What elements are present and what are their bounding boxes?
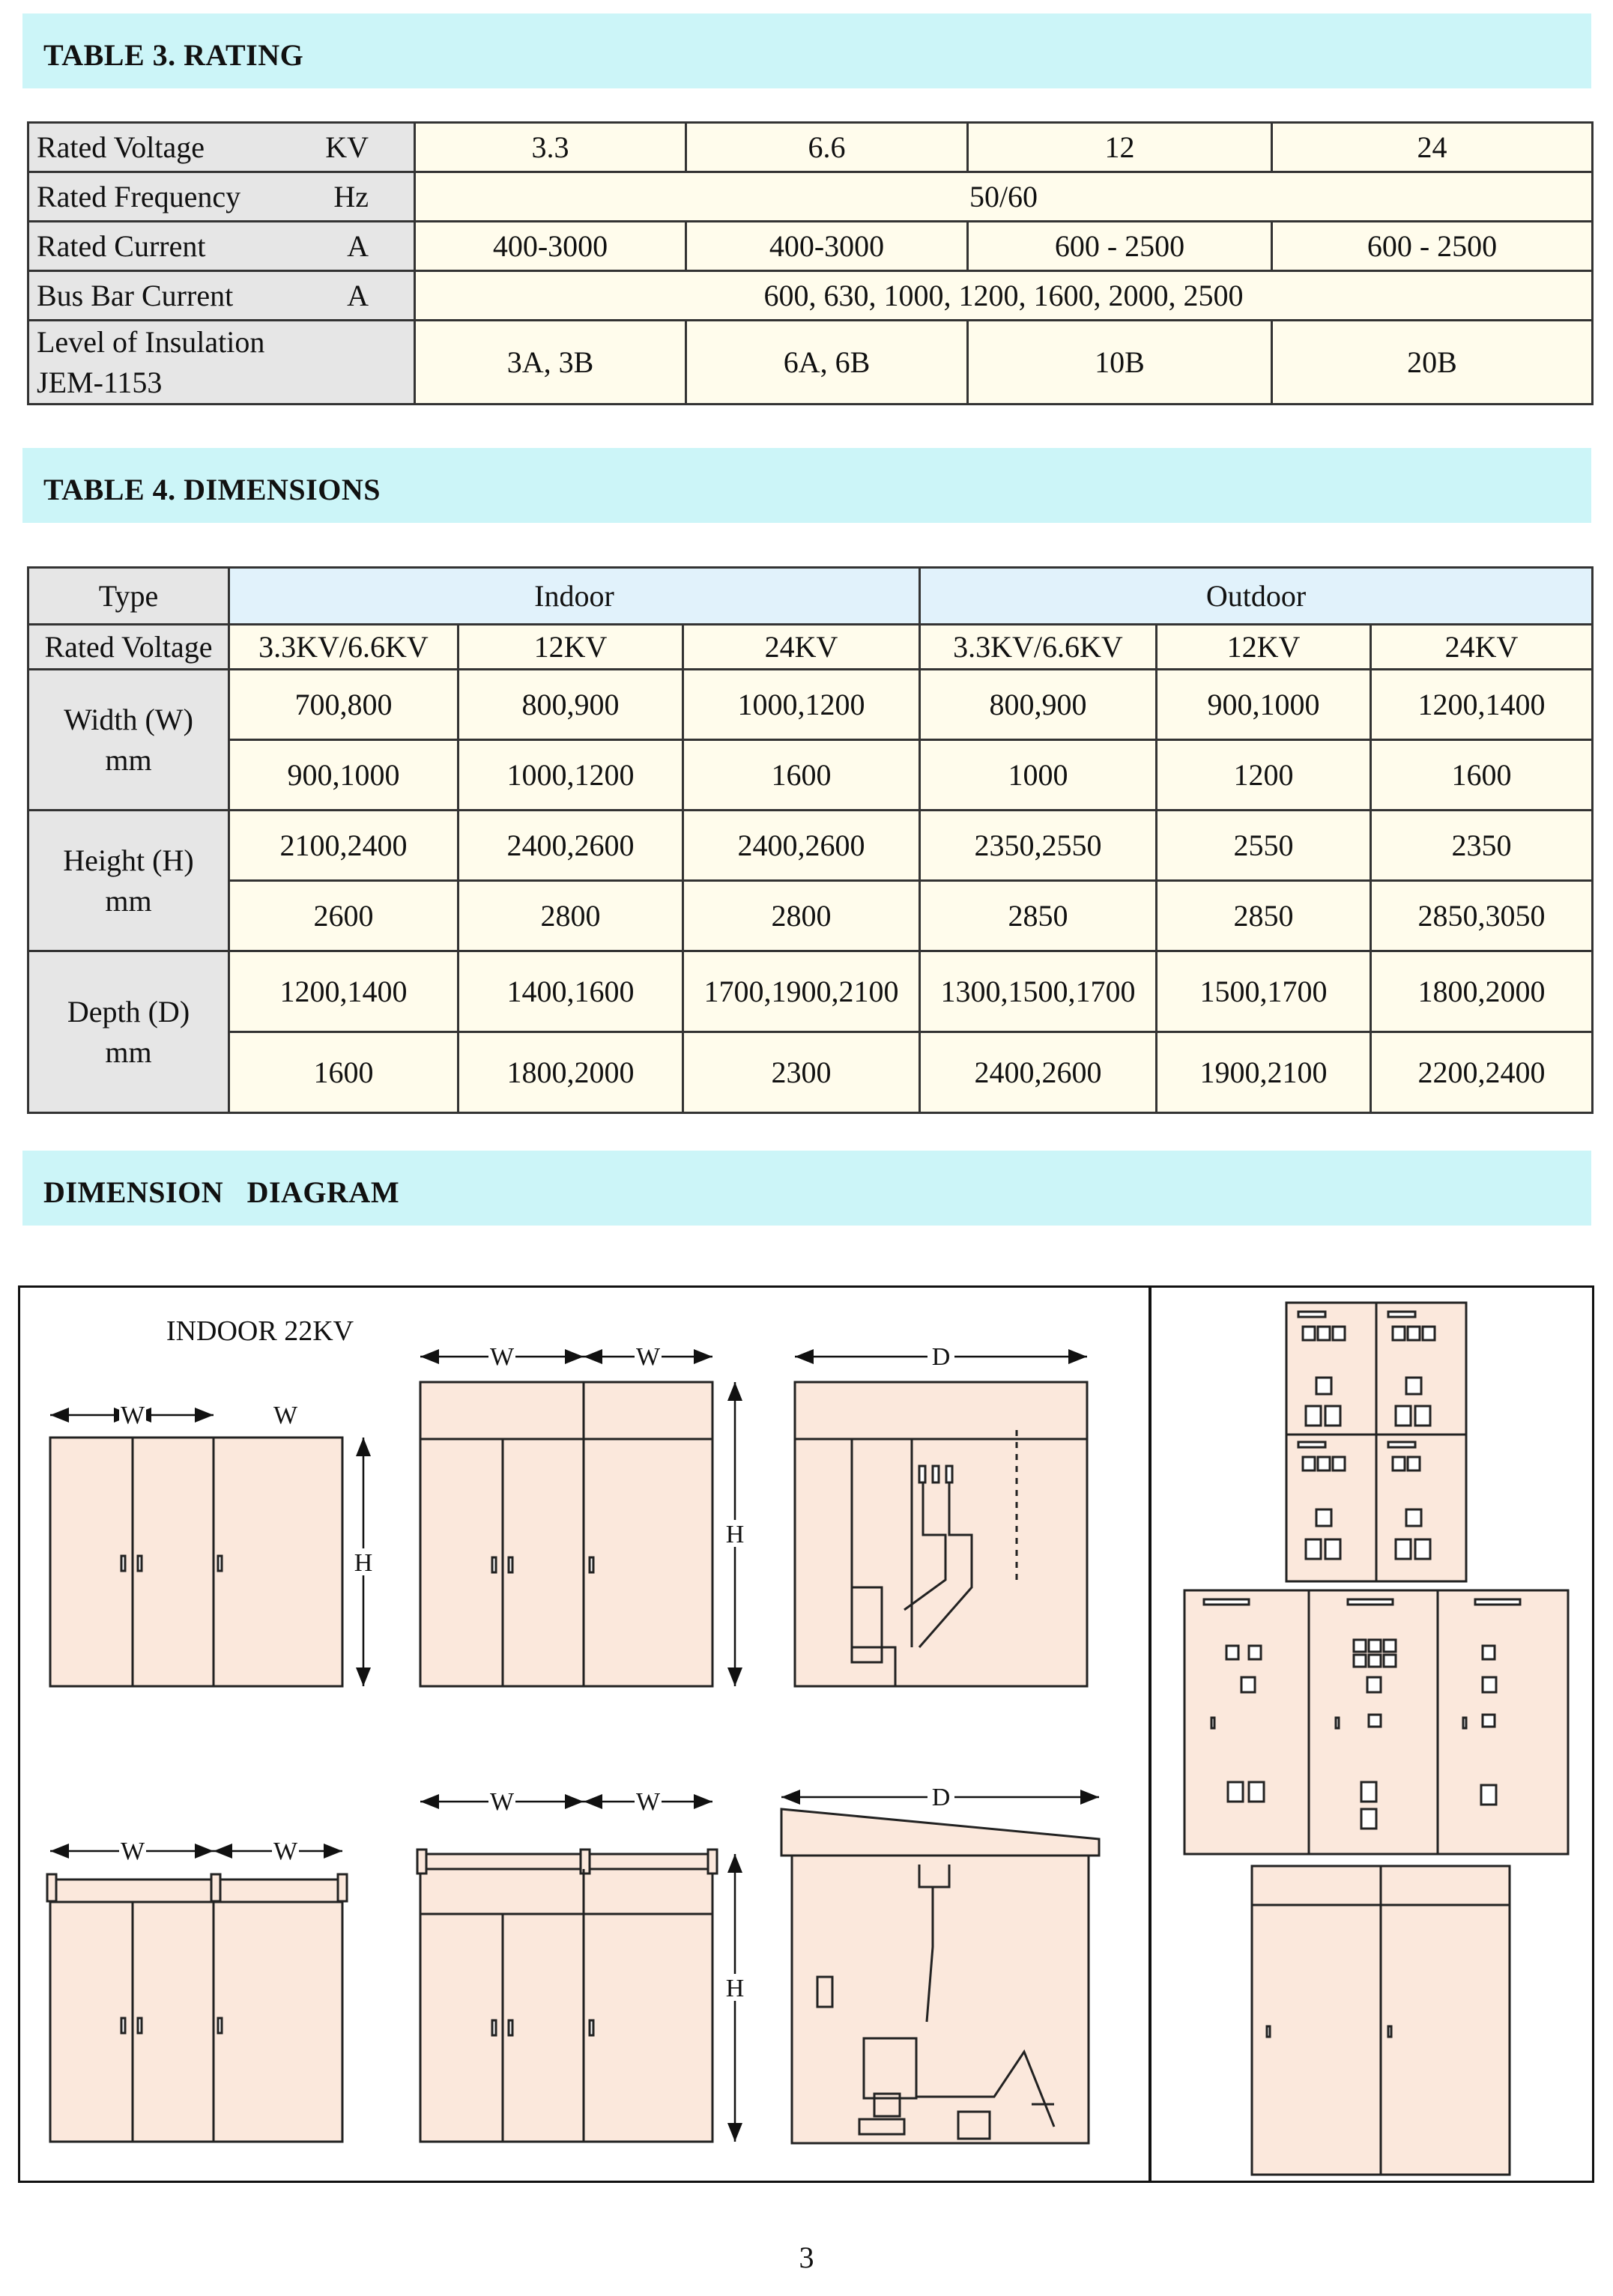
table-cell: 2400,2600 [920,1032,1157,1113]
diagram-svg [20,1288,1592,2181]
w-label: W [489,1343,515,1371]
cabinet-indoor-section [795,1382,1087,1686]
indoor-header: Indoor [229,568,920,625]
table-cell: 3.3 [415,123,686,172]
cabinet-outdoor-front [47,1874,347,2142]
page-number: 3 [799,2241,814,2274]
table3-title: TABLE 3. RATING [43,38,304,72]
table-cell: 2600 [229,881,459,951]
table-cell: 1900,2100 [1157,1032,1371,1113]
group-label: Height (H) [63,843,194,877]
table-cell: 1800,2000 [1371,951,1593,1032]
outdoor-header: Outdoor [920,568,1593,625]
voltage-cell: 24KV [1371,625,1593,670]
table-cell: 12 [968,123,1272,172]
table-cell: 20B [1272,321,1593,405]
dim-row-type [28,568,1593,625]
row-unit: A [347,279,369,312]
table-cell: 900,1000 [1157,670,1371,740]
table-cell: 2800 [459,881,683,951]
table-cell: 1000,1200 [459,740,683,811]
table3-title-band [22,13,1591,88]
row-unit: Hz [333,180,369,213]
table-cell: 2300 [683,1032,920,1113]
group-label: Width (W) [64,702,193,736]
table-cell: 3A, 3B [415,321,686,405]
table-cell: 1600 [229,1032,459,1113]
table-cell: 50/60 [415,172,1593,222]
voltage-cell: 12KV [1157,625,1371,670]
row-label: Rated Frequency [37,180,241,213]
table-cell: 2400,2600 [683,811,920,881]
switchboard-top [1286,1303,1466,1581]
table-cell: 2800 [683,881,920,951]
table-cell: 2200,2400 [1371,1032,1593,1113]
w-label: W [489,1788,515,1816]
dimension-diagram [18,1285,1594,2183]
group-unit: mm [105,742,152,777]
row-label: Rated Current [37,229,206,263]
d-label: D [931,1784,951,1811]
table-cell: 1600 [683,740,920,811]
table-cell: 2850 [920,881,1157,951]
voltage-cell: 3.3KV/6.6KV [229,625,459,670]
voltage-cell: 3.3KV/6.6KV [920,625,1157,670]
group-label: Depth (D) [67,994,190,1029]
h-label: H [354,1549,373,1577]
switchboard-bottom [1252,1866,1510,2175]
table-cell: 800,900 [459,670,683,740]
table-cell: 6.6 [686,123,968,172]
table-cell: 2850 [1157,881,1371,951]
cabinet-outdoor-section [781,1809,1099,2143]
w-label: W [273,1402,298,1429]
w-label: W [120,1402,145,1429]
table-cell: 400-3000 [686,222,968,271]
diagram-title-band [22,1151,1591,1226]
table-cell: 1800,2000 [459,1032,683,1113]
table-cell: 1200,1400 [1371,670,1593,740]
rating-table [27,121,1594,405]
table-cell: 1500,1700 [1157,951,1371,1032]
row-label: Level of Insulation [37,324,265,359]
group-unit: mm [105,1035,152,1069]
row-label: Rated Voltage [37,130,205,164]
table-cell: 6A, 6B [686,321,968,405]
dim-row-width-2 [28,740,1593,811]
table-cell: 700,800 [229,670,459,740]
table-cell: 600 - 2500 [1272,222,1593,271]
table-cell: 2100,2400 [229,811,459,881]
voltage-cell: 24KV [683,625,920,670]
table-cell: 1600 [1371,740,1593,811]
rating-row-insulation [28,321,1593,405]
dim-row-depth-1 [28,951,1593,1032]
rating-row-voltage [28,123,1593,172]
h-label: H [725,1521,745,1548]
dimensions-table [27,566,1594,1114]
voltage-cell: 12KV [459,625,683,670]
cabinet-indoor-front [50,1438,342,1686]
dim-row-depth-2 [28,1032,1593,1113]
table-cell: 2400,2600 [459,811,683,881]
table-cell: 2550 [1157,811,1371,881]
dim-row-height-2 [28,881,1593,951]
table-cell: 1200,1400 [229,951,459,1032]
group-unit: mm [105,883,152,918]
table-cell: 600, 630, 1000, 1200, 1600, 2000, 2500 [415,271,1593,321]
h-label: H [725,1975,745,2002]
d-label: D [931,1343,951,1371]
table-cell: 1000 [920,740,1157,811]
diagram-caption: INDOOR 22KV [166,1315,354,1347]
w-label: W [273,1838,298,1865]
voltage-label: Rated Voltage [28,625,229,670]
table-cell: 1000,1200 [683,670,920,740]
cabinet-outdoor-side [417,1850,717,2142]
table-cell: 1200 [1157,740,1371,811]
type-label: Type [28,568,229,625]
table-cell: 400-3000 [415,222,686,271]
table-cell: 800,900 [920,670,1157,740]
w-label: W [120,1838,145,1865]
w-label: W [635,1343,661,1371]
row-label: Bus Bar Current [37,279,234,312]
diagram-title: DIMENSION DIAGRAM [43,1175,400,1209]
table-cell: 2850,3050 [1371,881,1593,951]
w-label: W [635,1788,661,1816]
dim-row-voltage [28,625,1593,670]
table-cell: 1700,1900,2100 [683,951,920,1032]
rating-row-current [28,222,1593,271]
switchboard-middle [1184,1590,1568,1854]
table-cell: 10B [968,321,1272,405]
row-unit: A [347,229,369,263]
cabinet-indoor-side [420,1382,712,1686]
rating-row-busbar [28,271,1593,321]
table-cell: 24 [1272,123,1593,172]
table-cell: 600 - 2500 [968,222,1272,271]
dim-row-width-1 [28,670,1593,740]
rating-row-frequency [28,172,1593,222]
row-unit: KV [325,130,369,164]
dim-row-height-1 [28,811,1593,881]
table-cell: 900,1000 [229,740,459,811]
row-label-2: JEM-1153 [37,365,163,399]
table4-title: TABLE 4. DIMENSIONS [43,473,381,506]
table-cell: 2350 [1371,811,1593,881]
table-cell: 2350,2550 [920,811,1157,881]
table-cell: 1400,1600 [459,951,683,1032]
table-cell: 1300,1500,1700 [920,951,1157,1032]
table4-title-band [22,448,1591,523]
